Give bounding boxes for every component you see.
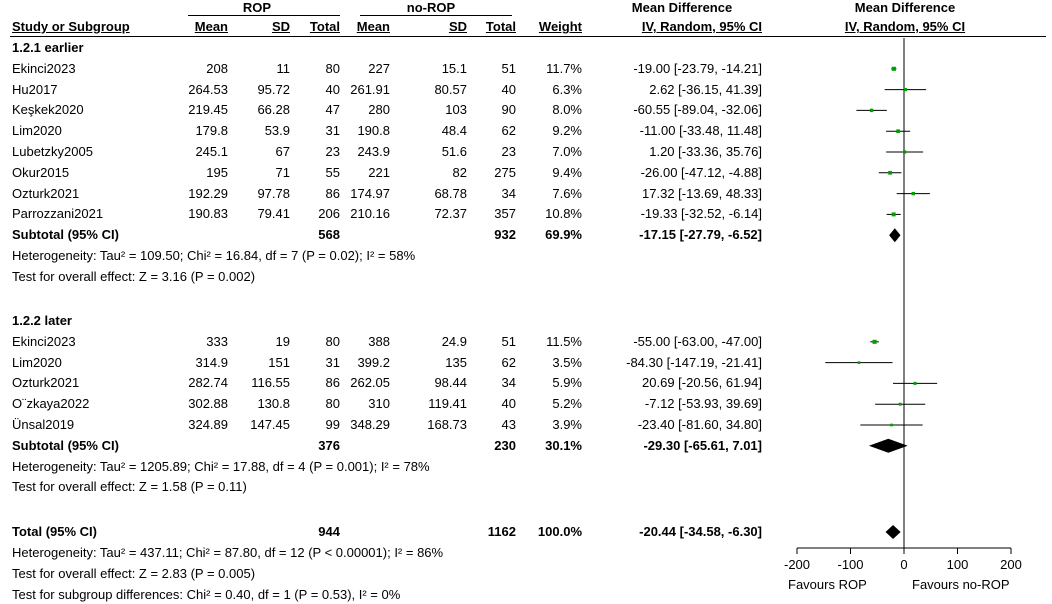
point-estimate [870,109,873,112]
cell-n1: 86 [325,185,340,201]
cell-m2: 221 [368,164,390,180]
study-name: Ozturk2021 [12,375,80,391]
header-mean2: Mean [356,19,390,34]
point-estimate [904,88,907,91]
cell-sd1: 66.28 [257,102,290,118]
point-estimate [873,340,877,344]
cell-n1: 206 [318,206,340,222]
header-weight: Weight [538,19,582,34]
cell-n1: 86 [325,375,340,391]
cell-m2: 261.91 [350,81,390,97]
cell-sd2: 24.9 [441,333,467,349]
cell-m2: 243.9 [357,144,390,159]
overall-effect-text: Test for overall effect: Z = 1.58 (P = 0.11) [12,479,247,495]
cell-w: 7.6% [552,185,582,201]
cell-md: -19.33 [-32.52, -6.14] [640,206,762,222]
x-tick-label: -200 [783,557,811,572]
cell-m2: 280 [368,102,390,118]
cell-w: 9.4% [552,164,582,180]
point-estimate [888,171,892,175]
subtotal-n2: 932 [494,227,516,243]
x-tick-label: -100 [837,557,864,572]
study-name: Ünsal2019 [12,417,75,432]
x-tick-label: 0 [900,557,908,572]
cell-md: 17.32 [-13.69, 48.33] [642,185,762,201]
cell-m2: 190.8 [357,123,390,139]
cell-n2: 34 [501,375,516,391]
cell-m1: 333 [206,333,228,349]
cell-m2: 310 [368,396,390,412]
cell-m1: 245.1 [195,144,228,159]
cell-md: -7.12 [-53.93, 39.69] [644,396,762,412]
cell-n2: 62 [501,354,516,370]
header-md-top: Mean Difference [631,0,733,15]
summary-diamond [869,439,908,453]
total-n1: 944 [318,524,340,539]
cell-sd1: 151 [268,354,290,370]
cell-sd1: 97.78 [257,185,290,201]
heterogeneity-text: Heterogeneity: Tau² = 1205.89; Chi² = 17.88, df = 4 (P = 0.001); I² = 78% [12,458,430,474]
cell-m1: 208 [206,60,228,76]
subtotal-label: Subtotal (95% CI) [12,227,119,243]
cell-sd2: 103 [445,102,467,118]
subtotal-weight: 69.9% [545,227,582,243]
study-name: O¨zkaya2022 [12,396,90,412]
cell-w: 11.5% [546,333,582,349]
cell-n1: 55 [325,164,340,180]
cell-sd2: 82 [452,164,467,180]
total-weight: 100.0% [537,524,582,539]
total-heterogeneity: Heterogeneity: Tau² = 437.11; Chi² = 87.80, df = 12 (P < 0.00001); I² = 86% [12,545,444,560]
cell-m1: 190.83 [188,206,228,222]
cell-md: 1.20 [-33.36, 35.76] [649,144,762,159]
study-name: Keşkek2020 [12,102,84,118]
summary-diamond [889,228,900,242]
cell-w: 5.9% [552,375,582,391]
cell-n1: 40 [325,81,340,97]
cell-sd2: 80.57 [434,81,467,97]
cell-sd1: 95.72 [257,81,290,97]
cell-m2: 210.16 [350,206,390,222]
cell-n1: 99 [325,417,340,432]
cell-n2: 43 [501,417,516,432]
subgroup-title: 1.2.2 later [12,313,72,328]
cell-n2: 51 [501,60,516,76]
header-plot-sub: IV, Random, 95% CI [844,19,966,34]
point-estimate [896,129,900,133]
study-name: Lubetzky2005 [12,144,93,159]
cell-md: -11.00 [-33.48, 11.48] [639,123,762,139]
total-md: -20.44 [-34.58, -6.30] [639,524,762,539]
cell-m2: 348.29 [350,417,390,432]
point-estimate [858,361,861,364]
point-estimate [890,424,893,427]
cell-n2: 34 [501,185,516,201]
subtotal-n1: 568 [318,227,340,243]
cell-m1: 314.9 [195,354,228,370]
cell-w: 3.5% [552,354,582,370]
cell-n1: 31 [325,354,340,370]
point-estimate [892,212,896,216]
cell-n2: 357 [494,206,516,222]
cell-m2: 399.2 [357,354,390,370]
heterogeneity-text: Heterogeneity: Tau² = 109.50; Chi² = 16.84, df = 7 (P = 0.02); I² = 58% [12,248,416,263]
cell-md: 20.69 [-20.56, 61.94] [642,375,762,391]
header-md-sub: IV, Random, 95% CI [641,19,762,34]
cell-sd2: 51.6 [441,144,467,159]
study-name: Hu2017 [12,81,58,97]
header-plot-top: Mean Difference [854,0,956,15]
subtotal-n1: 376 [318,437,340,453]
cell-md: -60.55 [-89.04, -32.06] [633,102,762,118]
cell-n2: 275 [494,164,516,180]
cell-sd1: 53.9 [264,123,290,139]
cell-n2: 40 [501,396,516,412]
cell-sd2: 168.73 [427,417,467,432]
cell-w: 11.7% [546,60,582,76]
cell-n2: 23 [501,144,516,159]
cell-sd1: 67 [275,144,290,159]
header-sd2: SD [448,19,467,34]
cell-m1: 179.8 [195,123,228,139]
x-tick-label: 200 [1000,557,1022,572]
point-estimate [899,403,902,406]
cell-n1: 23 [325,144,340,159]
cell-sd2: 119.41 [428,396,467,412]
total-n2: 1162 [487,524,516,539]
cell-m1: 192.29 [188,185,228,201]
subgroup-title: 1.2.1 earlier [12,40,84,55]
point-estimate [903,150,906,153]
cell-n2: 51 [501,333,516,349]
cell-sd2: 68.78 [434,185,467,201]
cell-md: -19.00 [-23.79, -14.21] [633,60,762,76]
cell-md: -23.40 [-81.60, 34.80] [637,417,762,432]
cell-n1: 31 [325,123,340,139]
subtotal-label: Subtotal (95% CI) [12,437,119,453]
cell-n1: 80 [325,60,340,76]
header-rop: ROP [242,0,272,15]
cell-m1: 195 [206,164,228,180]
cell-sd2: 98.44 [434,375,467,391]
cell-n2: 40 [501,81,516,97]
header-mean1: Mean [194,19,228,34]
cell-sd1: 71 [275,164,290,180]
header-sd1: SD [271,19,290,34]
cell-m1: 282.74 [188,375,228,391]
point-estimate [892,67,896,71]
cell-n1: 47 [325,102,340,118]
subgroup-difference-test: Test for subgroup differences: Chi² = 0.40, df = 1 (P = 0.53), I² = 0% [12,587,401,602]
cell-sd2: 48.4 [441,123,467,139]
cell-md: -84.30 [-147.19, -21.41] [626,354,762,370]
study-name: Ekinci2023 [12,60,76,76]
cell-m1: 324.89 [188,417,228,432]
summary-diamond [885,525,900,539]
study-name: Okur2015 [12,164,70,180]
header-total2: Total [485,19,516,34]
subtotal-weight: 30.1% [545,437,582,453]
cell-sd1: 19 [275,333,290,349]
total-overall-effect: Test for overall effect: Z = 2.83 (P = 0.005) [12,566,256,581]
overall-effect-text: Test for overall effect: Z = 3.16 (P = 0.002) [12,268,256,284]
favours-left-label: Favours ROP [788,577,867,592]
cell-m2: 262.05 [350,375,390,391]
cell-sd1: 11 [276,60,290,76]
cell-n1: 80 [325,396,340,412]
cell-m1: 264.53 [188,81,228,97]
cell-m2: 174.97 [350,185,390,201]
cell-w: 3.9% [552,417,582,432]
subtotal-md: -29.30 [-65.61, 7.01] [643,437,762,453]
point-estimate [914,382,917,385]
cell-w: 6.3% [552,81,582,97]
cell-w: 10.8% [545,206,582,222]
cell-sd1: 147.45 [250,417,290,432]
subtotal-md: -17.15 [-27.79, -6.52] [639,227,762,243]
cell-n2: 90 [501,102,516,118]
cell-w: 5.2% [552,396,582,412]
x-tick-label: 100 [946,557,969,572]
favours-right-label: Favours no-ROP [912,577,1010,592]
cell-w: 8.0% [552,102,582,118]
cell-sd2: 135 [445,354,467,370]
cell-w: 9.2% [552,123,582,139]
cell-sd1: 116.55 [251,375,290,391]
cell-md: 2.62 [-36.15, 41.39] [649,81,762,97]
cell-m1: 219.45 [188,102,228,118]
study-name: Ozturk2021 [12,185,80,201]
cell-md: -55.00 [-63.00, -47.00] [633,333,762,349]
cell-m2: 388 [368,333,390,349]
header-norop: no-ROP [406,0,456,15]
cell-m1: 302.88 [188,396,228,412]
subtotal-n2: 230 [494,437,516,453]
study-name: Lim2020 [12,354,62,370]
header-total1: Total [309,19,340,34]
cell-sd1: 79.41 [257,206,290,222]
cell-md: -26.00 [-47.12, -4.88] [640,164,762,180]
cell-w: 7.0% [552,144,582,159]
study-name: Ekinci2023 [12,333,76,349]
study-name: Lim2020 [12,123,62,139]
cell-sd2: 72.37 [434,206,467,222]
total-label: Total (95% CI) [12,524,97,539]
cell-sd2: 15.1 [441,60,467,76]
cell-n2: 62 [501,123,516,139]
header-study: Study or Subgroup [12,19,130,34]
cell-sd1: 130.8 [257,396,290,412]
cell-m2: 227 [368,60,390,76]
cell-n1: 80 [325,333,340,349]
point-estimate [912,192,915,195]
study-name: Parrozzani2021 [12,206,104,222]
